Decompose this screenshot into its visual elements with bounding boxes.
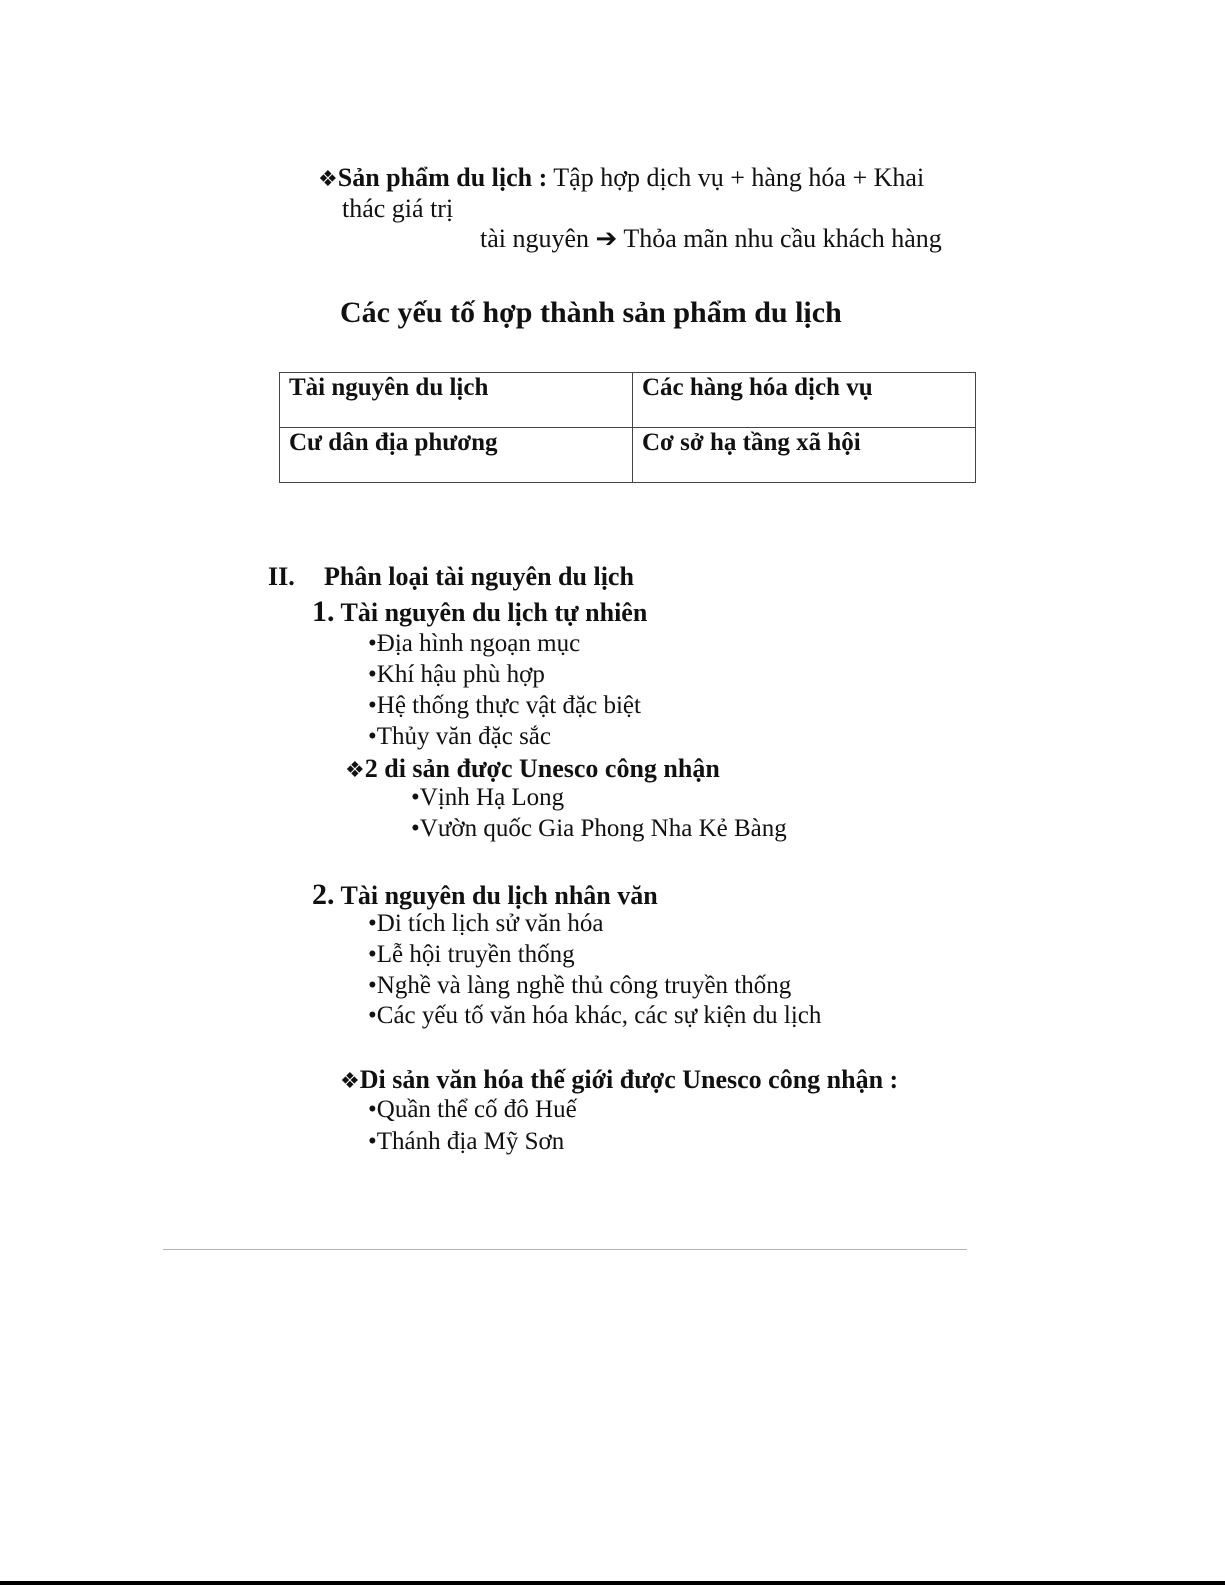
page-divider <box>163 1249 967 1250</box>
list-item <box>368 630 580 658</box>
list-item <box>368 661 545 689</box>
subsection-number: 1. <box>312 595 335 628</box>
list-item-text: Quần thể cố đô Huế <box>376 1096 577 1123</box>
list-item <box>411 815 787 843</box>
list-item-text: Hệ thống thực vật đặc biệt <box>376 692 641 719</box>
subsection-number: 2. <box>312 878 335 911</box>
list-item-text: Vịnh Hạ Long <box>419 784 565 811</box>
bullet-icon: • <box>368 1002 377 1029</box>
bullet-icon: • <box>368 1128 377 1155</box>
list-item-text: Địa hình ngoạn mục <box>376 630 581 657</box>
list-item <box>368 941 575 969</box>
natural-heritage-heading <box>345 754 720 784</box>
list-item-text: Vườn quốc Gia Phong Nha Kẻ Bàng <box>419 815 787 842</box>
intro-line-1 <box>318 163 924 193</box>
list-item <box>368 723 551 751</box>
subsection-title: Tài nguyên du lịch nhân văn <box>334 881 658 910</box>
list-item-text: Các yếu tố văn hóa khác, các sự kiện du lịch <box>376 1002 822 1029</box>
elements-heading: Các yếu tố hợp thành sản phẩm du lịch <box>340 296 842 329</box>
elements-table <box>279 372 976 483</box>
bullet-icon: • <box>368 630 377 657</box>
table-cell: Các hàng hóa dịch vụ <box>633 373 976 428</box>
diamond-bullet-icon: ❖ <box>340 1068 360 1093</box>
bullet-icon: • <box>368 692 377 719</box>
natural-heading <box>312 595 647 629</box>
intro-definition-3b: Thỏa mãn nhu cầu khách hàng <box>617 224 942 253</box>
list-item-text: Di tích lịch sử văn hóa <box>376 910 604 937</box>
list-item-text: Lễ hội truyền thống <box>376 941 575 968</box>
diamond-bullet-icon: ❖ <box>345 757 365 782</box>
table-row <box>280 373 976 428</box>
list-item <box>368 972 791 1000</box>
bullet-icon: • <box>368 661 377 688</box>
list-item <box>368 692 641 720</box>
table-cell: Tài nguyên du lịch <box>280 373 633 428</box>
arrow-right-icon: ➔ <box>595 224 618 253</box>
table-cell: Cư dân địa phương <box>280 428 633 483</box>
intro-line-3 <box>480 224 942 254</box>
list-item <box>368 1096 577 1124</box>
cultural-heritage-heading <box>340 1065 898 1095</box>
heritage-heading-text: Di sản văn hóa thế giới được Unesco công nhận : <box>359 1065 899 1094</box>
list-item-text: Thánh địa Mỹ Sơn <box>376 1128 565 1155</box>
bullet-icon: • <box>368 910 377 937</box>
section-title: Phân loại tài nguyên du lịch <box>324 562 634 591</box>
section-number: II. <box>268 562 295 591</box>
diamond-bullet-icon: ❖ <box>318 166 338 191</box>
bullet-icon: • <box>411 784 420 811</box>
heritage-heading-text: 2 di sản được Unesco công nhận <box>364 754 720 783</box>
intro-definition-3a: tài nguyên <box>480 224 596 253</box>
bullet-icon: • <box>368 723 377 750</box>
subsection-title: Tài nguyên du lịch tự nhiên <box>334 598 648 627</box>
intro-term: Sản phẩm du lịch : <box>337 163 548 192</box>
intro-definition-2: thác giá trị <box>342 194 454 223</box>
list-item-text: Khí hậu phù hợp <box>376 661 545 688</box>
bullet-icon: • <box>411 815 420 842</box>
bullet-icon: • <box>368 972 377 999</box>
table-cell: Cơ sở hạ tầng xã hội <box>633 428 976 483</box>
bottom-border <box>0 1581 1225 1585</box>
list-item <box>368 910 603 938</box>
list-item-text: Nghề và làng nghề thủ công truyền thống <box>376 972 792 999</box>
bullet-icon: • <box>368 1096 377 1123</box>
list-item <box>368 1002 821 1030</box>
cultural-heading <box>312 878 658 912</box>
list-item-text: Thủy văn đặc sắc <box>376 723 551 750</box>
list-item <box>368 1128 564 1156</box>
bullet-icon: • <box>368 941 377 968</box>
table-row <box>280 428 976 483</box>
list-item <box>411 784 564 812</box>
intro-definition-1: Tập hợp dịch vụ + hàng hóa + Khai <box>547 163 925 192</box>
